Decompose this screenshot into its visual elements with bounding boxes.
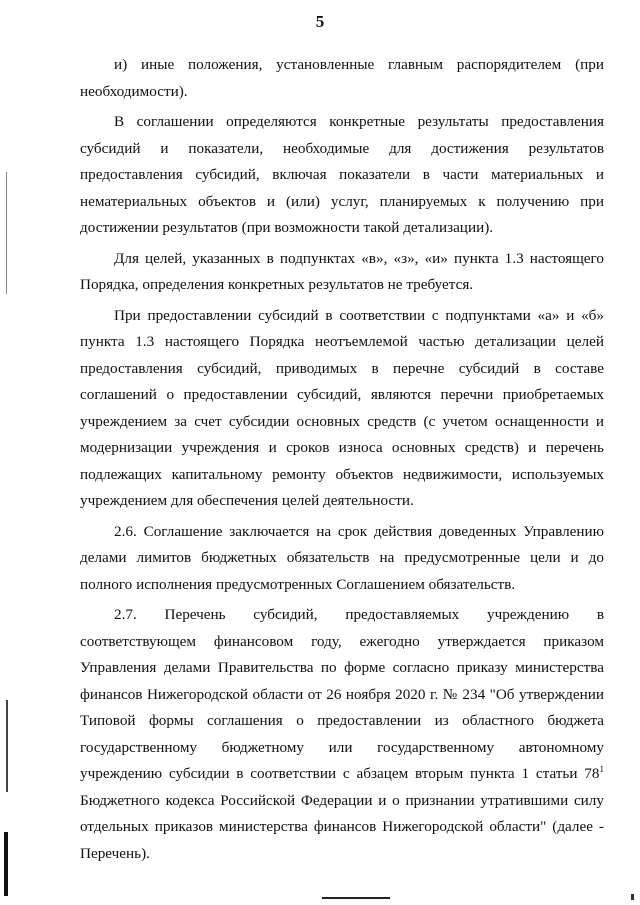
superscript-ref: 1 (599, 763, 604, 774)
paragraph-results: В соглашении определяются конкретные результаты предоставления субсидий и показатели, необходимые для достижения результатов предоставления субсидий, включая показатели в части материальных и нематериальных объектов и (или) услуг, планируемых к получению при достижении результатов (при возможности такой детализации). (80, 113, 604, 236)
scan-corner-mark (631, 894, 634, 900)
paragraph-item-i: и) иные положения, установленные главным распорядителем (при необходимости). (80, 56, 604, 100)
paragraph-targets: Для целей, указанных в подпунктах «в», «з», «и» пункта 1.3 настоящего Порядка, определения конкретных результатов не требуется. (80, 249, 604, 293)
scan-margin-line (6, 172, 7, 294)
page-number: 5 (315, 12, 325, 31)
paragraph-2-6: 2.6. Соглашение заключается на срок действия доведенных Управлению делами лимитов бюджетных обязательств на предусмотренные цели и до полного исполнения предусмотренных Соглашением обязательств. (80, 522, 604, 593)
document-body (80, 52, 604, 867)
paragraph-2-7-text: 2.7. Перечень субсидий, предоставляемых учреждению в соответствующем финансовом году, ежегодно утверждается приказом Управления делами Правительства по форме согласно приказу министерства финансов Нижегородской области от 26 ноября 2020 г. № 234 "Об утверждении Типовой формы соглашения о предоставлении из областного бюджета государственному бюджетному или государственному автономному учреждению субсидии в соответствии с абзацем вторым пункта 1 статьи 78 (80, 606, 604, 782)
paragraph-2-7-text-end: Бюджетного кодекса Российской Федерации и о признании утратившими силу отдельных приказов министерства финансов Нижегородской области" (далее - Перечень). (80, 791, 604, 862)
paragraph-2-7 (80, 602, 604, 867)
paragraph-detailing: При предоставлении субсидий в соответствии с подпунктами «а» и «б» пункта 1.3 настоящего Порядка неотъемлемой частью детализации целей предоставления субсидий, приводимых в перечне субсидий в составе соглашений о предоставлении субсидий, являются перечни приобретаемых учреждением за счет субсидии основных средств (с учетом оснащенности и модернизации учреждения и сроков износа основных средств) и перечень подлежащих капитальному ремонту объектов недвижимости, используемых учреждением для обеспечения целей деятельности. (80, 306, 604, 509)
scan-margin-line (6, 700, 8, 792)
scan-margin-bar (4, 832, 8, 896)
bottom-rule (322, 897, 390, 899)
